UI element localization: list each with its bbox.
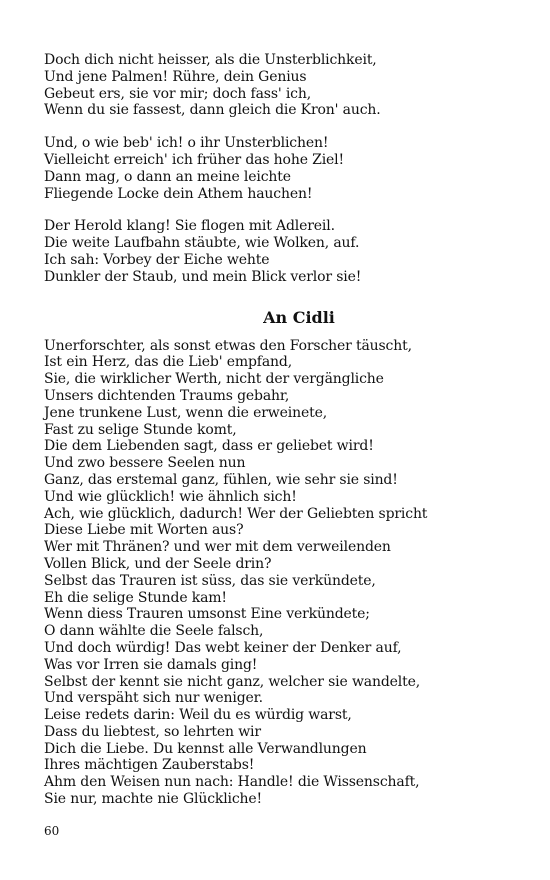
- verse-line: Sie nur, machte nie Glückliche!: [44, 791, 263, 808]
- verse-line: Dann mag, o dann an meine leichte: [44, 168, 291, 185]
- verse-line: Und wie glücklich! wie ähnlich sich!: [44, 488, 297, 505]
- verse-line: Vollen Blick, und der Seele drin?: [44, 555, 272, 572]
- verse-line: Wer mit Thränen? und wer mit dem verweilenden: [44, 539, 391, 556]
- verse-line: Ich sah: Vorbey der Eiche wehte: [44, 251, 270, 268]
- verse-line: Fliegende Locke dein Athem hauchen!: [44, 185, 313, 202]
- verse-line: Selbst der kennt sie nicht ganz, welcher sie wandelte,: [44, 673, 421, 690]
- stanza-1: [44, 52, 514, 119]
- verse-line: Eh die selige Stunde kam!: [44, 589, 227, 606]
- verse-line: Vielleicht erreich' ich früher das hohe Ziel!: [44, 151, 344, 168]
- verse-line: Und zwo bessere Seelen nun: [44, 455, 246, 472]
- verse-line: O dann wählte die Seele falsch,: [44, 623, 264, 640]
- verse-line: Doch dich nicht heisser, als die Unsterblichkeit,: [44, 52, 377, 68]
- page-number: 60: [44, 824, 60, 838]
- verse-line: Ihres mächtigen Zauberstabs!: [44, 757, 255, 774]
- stanza-3: [44, 218, 514, 285]
- verse-line: Fast zu selige Stunde komt,: [44, 421, 237, 438]
- page-content: [44, 52, 514, 808]
- verse-line: Dich die Liebe. Du kennst alle Verwandlungen: [44, 740, 367, 757]
- verse-line: Ahm den Weisen nun nach: Handle! die Wissenschaft,: [44, 774, 420, 791]
- verse-line: Und doch würdig! Das webt keiner der Denker auf,: [44, 639, 402, 656]
- verse-line: Wenn diess Trauren umsonst Eine verkündete;: [44, 606, 370, 623]
- verse-line: Die dem Liebenden sagt, dass er geliebet wird!: [44, 438, 374, 455]
- poem-title: An Cidli: [263, 307, 335, 327]
- verse-line: Ganz, das erstemal ganz, fühlen, wie sehr sie sind!: [44, 471, 398, 488]
- verse-line: Wenn du sie fassest, dann gleich die Kron' auch.: [44, 102, 381, 119]
- verse-line: Die weite Laufbahn stäubte, wie Wolken, auf.: [44, 235, 360, 252]
- poem-body: [44, 338, 514, 808]
- verse-line: Unerforschter, als sonst etwas den Forscher täuscht,: [44, 337, 412, 354]
- verse-line: Selbst das Trauren ist süss, das sie verkündete,: [44, 572, 376, 589]
- verse-line: Ist ein Herz, das die Lieb' empfand,: [44, 354, 293, 371]
- verse-line: Leise redets darin: Weil du es würdig warst,: [44, 707, 352, 724]
- verse-line: Diese Liebe mit Worten aus?: [44, 522, 244, 539]
- verse-line: Und, o wie beb' ich! o ihr Unsterblichen!: [44, 135, 329, 152]
- verse-line: Gebeut ers, sie vor mir; doch fass' ich,: [44, 85, 312, 102]
- verse-line: Dass du liebtest, so lehrten wir: [44, 723, 261, 740]
- verse-line: Unsers dichtenden Traums gebahr,: [44, 387, 290, 404]
- verse-line: Und jene Palmen! Rühre, dein Genius: [44, 68, 307, 85]
- verse-line: Jene trunkene Lust, wenn die erweinete,: [44, 404, 328, 421]
- verse-line: Was vor Irren sie damals ging!: [44, 656, 258, 673]
- verse-line: Der Herold klang! Sie flogen mit Adlereil.: [44, 218, 335, 235]
- verse-line: Dunkler der Staub, und mein Blick verlor sie!: [44, 268, 362, 285]
- verse-line: Und verspäht sich nur weniger.: [44, 690, 263, 707]
- verse-line: Ach, wie glücklich, dadurch! Wer der Geliebten spricht: [44, 505, 428, 522]
- verse-line: Sie, die wirklicher Werth, nicht der vergängliche: [44, 371, 384, 388]
- stanza-2: [44, 135, 514, 202]
